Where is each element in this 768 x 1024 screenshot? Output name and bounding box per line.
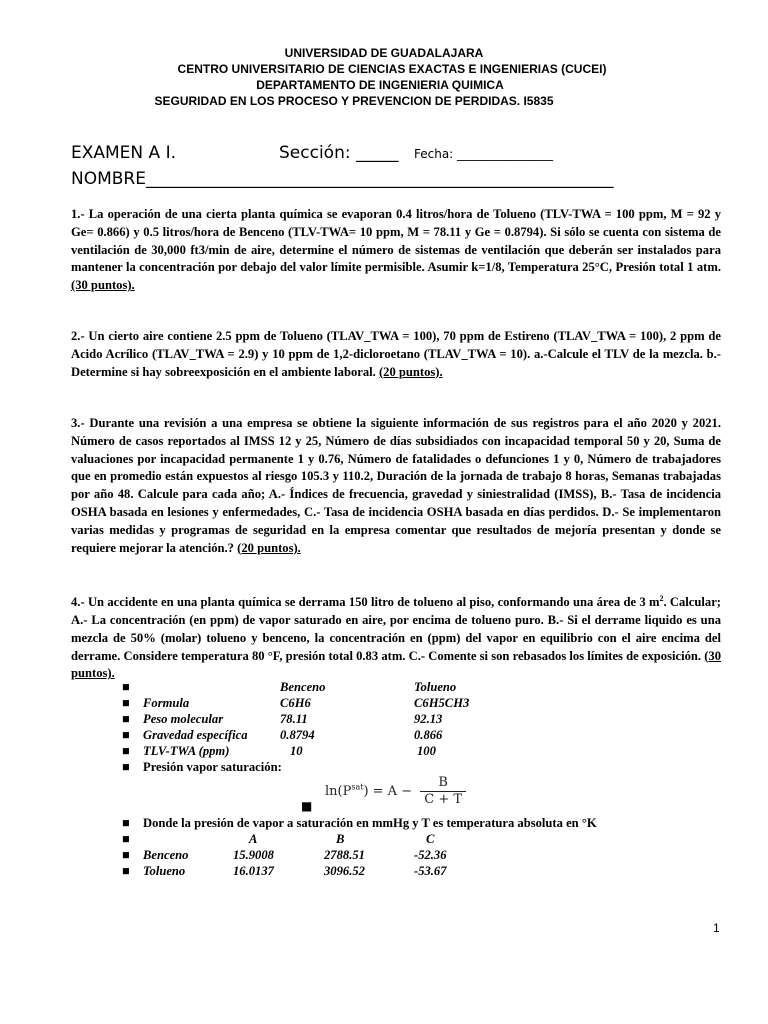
- bullet-icon: ■: [122, 848, 130, 862]
- properties-label: Formula: [143, 696, 190, 710]
- antoine-equation: [325, 775, 466, 808]
- properties-value-tolueno: 92.13: [414, 712, 443, 726]
- antoine-value-b: 2788.51: [324, 848, 365, 862]
- properties-label: Gravedad específica: [143, 728, 248, 742]
- exam-section: Sección: _____: [279, 143, 399, 163]
- properties-value-benceno: 78.11: [280, 712, 308, 726]
- bullet-icon: ■: [122, 744, 130, 758]
- antoine-header-b: B: [336, 832, 345, 846]
- equation-lhs: ln(P: [325, 784, 352, 799]
- question-1-points: (30 puntos).: [71, 278, 135, 293]
- properties-value-tolueno: 100: [417, 744, 436, 758]
- header-university: UNIVERSIDAD DE GUADALAJARA: [284, 46, 484, 60]
- properties-value-benceno: C6H6: [280, 696, 311, 710]
- antoine-header-c: C: [426, 832, 435, 846]
- bullet-icon: ■: [122, 832, 130, 846]
- question-4-text-b: . Calcular; A.- La concentración (en ppm) de vapor saturado en aire, por encima de tolueno puro. B.- Si el derrame liquido es una mezcla de 50% (molar) tolueno y benceno, la concentración en (ppm) del vapor en equilibrio con el aire encima del derrame. Considere temperatura 80 °F, presión total 0.83 atm. C.- Comente si son rebasados los límites de exposición.: [71, 595, 721, 663]
- header-course: SEGURIDAD EN LOS PROCESO Y PREVENCION DE PERDIDAS. I5835: [154, 94, 554, 108]
- antoine-value-a: 15.9008: [233, 848, 274, 862]
- properties-label: Peso molecular: [143, 712, 224, 726]
- properties-table: [122, 679, 682, 779]
- question-3-text: 3.- Durante una revisión a una empresa se obtiene la siguiente información de sus registros para el año 2020 y 2021. Número de casos reportados al IMSS 12 y 25, Número de días subsidiados con incapacidad temporal 50 y 20, Suma de valuaciones por incapacidad permanente 1 y 0.76, Número de fatalidades o defunciones 1 y 0, Número de trabajadores que en promedio están expuestos al riesgo 105.3 y 110.2, Duración de la jornada de trabajo 8 horas, Semanas trabajadas por año 48. Calcule para cada año; A.- Índices de frecuencia, gravedad y siniestralidad (IMSS), B.- Tasa de incidencia OSHA basada en lesiones y enfermedades, C.- Tasa de incidencia OSHA basada en días perdidos. D.- Se implementaron varias medidas y programas de seguridad en la empresa comentar que resultados de mejoría presentan y donde se requiere mejorar la atención.?: [71, 416, 721, 555]
- vapor-pressure-label: Presión vapor saturación:: [143, 760, 282, 774]
- question-2-text: 2.- Un cierto aire contiene 2.5 ppm de Tolueno (TLAV_TWA = 100), 70 ppm de Estireno (TLAV_TWA = 100), 2 ppm de Acido Acrílico (TLAV_TWA = 2.9) y 10 ppm de 1,2-dicloroetano (TLAV_TWA = 10). a.-Calcule el TLV de la mezcla. b.- Determine si hay sobreexposición en el ambiente laboral.: [71, 329, 721, 379]
- question-2: [71, 328, 721, 381]
- bullet-icon: ■: [122, 696, 130, 710]
- properties-header-benceno: Benceno: [280, 680, 326, 694]
- antoine-label: Tolueno: [143, 864, 186, 878]
- antoine-value-c: -52.36: [414, 848, 447, 862]
- properties-value-tolueno: C6H5CH3: [414, 696, 470, 710]
- bullet-icon: ■: [122, 760, 130, 774]
- header-center: CENTRO UNIVERSITARIO DE CIENCIAS EXACTAS E INGENIERIAS (CUCEI): [177, 62, 607, 76]
- header-department: DEPARTAMENTO DE INGENIERIA QUIMICA: [256, 78, 504, 92]
- antoine-header-a: A: [249, 832, 258, 846]
- exam-name: NOMBRE_______________________________________________________: [71, 169, 614, 189]
- properties-header-tolueno: Tolueno: [414, 680, 457, 694]
- bullet-icon: ■: [122, 680, 130, 694]
- equation-denominator: C + T: [424, 792, 463, 807]
- question-4: [71, 590, 721, 683]
- question-4-text-a: 4.- Un accidente en una planta química se derrama 150 litro de tolueno al piso, conformando una área de 3 m: [71, 595, 660, 610]
- antoine-note: Donde la presión de vapor a saturación en mmHg y T es temperatura absoluta en °K: [143, 816, 597, 830]
- antoine-value-a: 16.0137: [233, 864, 274, 878]
- equation-mid: ) = A −: [363, 784, 413, 799]
- equation-numerator: B: [420, 775, 466, 792]
- antoine-value-b: 3096.52: [324, 864, 365, 878]
- page-number: 1: [713, 921, 720, 935]
- properties-value-benceno: 0.8794: [280, 728, 315, 742]
- question-3-points: (20 puntos).: [237, 540, 301, 555]
- exam-title: EXAMEN A I.: [71, 143, 176, 163]
- antoine-label: Benceno: [143, 848, 189, 862]
- bullet-icon: ■: [122, 728, 130, 742]
- question-4-superscript: 2: [659, 594, 664, 603]
- properties-value-tolueno: 0.866: [414, 728, 443, 742]
- question-4-points: (30 puntos).: [71, 648, 721, 681]
- bullet-icon: ■: [122, 864, 130, 878]
- properties-value-benceno: 10: [290, 744, 303, 758]
- exam-date: Fecha: ________________: [414, 147, 554, 161]
- antoine-value-c: -53.67: [414, 864, 447, 878]
- properties-label: TLV-TWA (ppm): [143, 744, 230, 758]
- antoine-table: [122, 815, 682, 881]
- question-3: [71, 415, 721, 557]
- bullet-icon: ■: [122, 712, 130, 726]
- equation-sat-superscript: sat: [351, 782, 364, 792]
- equation-fraction: [420, 775, 466, 808]
- bullet-icon: ■: [122, 816, 130, 830]
- question-1-text: 1.- La operación de una cierta planta química se evaporan 0.4 litros/hora de Tolueno (TLV-TWA = 100 ppm, M = 92 y Ge= 0.866) y 0.5 litros/hora de Benceno (TLV-TWA= 10 ppm, M = 78.11 y Ge = 0.8794). Si sólo se cuenta con sistema de ventilación de 30,000 ft3/min de aire, determine el número de sistemas de ventilación que deberán ser instalados para mantener la concentración por debajo del valor límite permisible. Asumir k=1/8, Temperatura 25°C, Presión total 1 atm.: [71, 207, 721, 275]
- question-2-points: (20 puntos).: [378, 364, 443, 379]
- question-1: [71, 206, 721, 295]
- bullet-icon: ■: [301, 799, 313, 813]
